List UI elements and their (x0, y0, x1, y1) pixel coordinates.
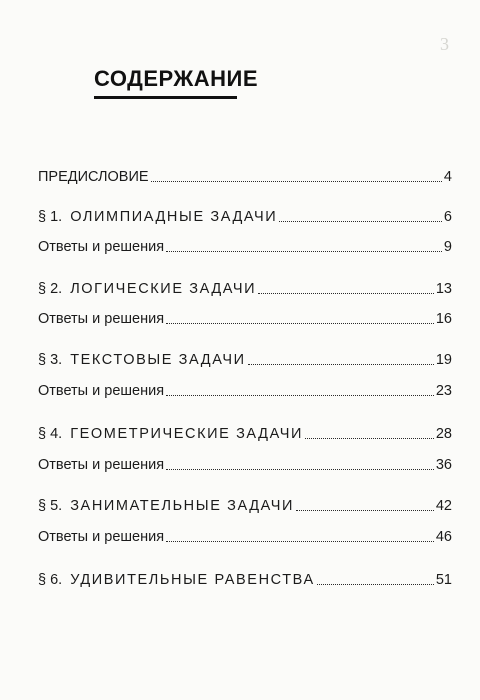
dot-leader (248, 364, 434, 365)
toc-page-number: 4 (443, 169, 452, 185)
dot-leader (279, 221, 442, 222)
toc-entry-title: Ответы и решения (38, 311, 165, 327)
toc-entry (38, 280, 452, 298)
toc-entry-label (38, 280, 256, 298)
section-number: § 3. (38, 352, 63, 368)
dot-leader (166, 469, 434, 470)
toc-entry (38, 571, 452, 589)
toc-entry-title: ЛОГИЧЕСКИЕ ЗАДАЧИ (70, 281, 257, 297)
toc-entry (38, 456, 452, 474)
dot-leader (166, 395, 434, 396)
toc-page-number: 51 (435, 572, 452, 588)
toc-entry-label (38, 456, 164, 474)
toc-page-number: 46 (435, 529, 452, 545)
toc-entry-title: Ответы и решения (38, 457, 165, 473)
toc-entry-label (38, 310, 164, 328)
dot-leader (258, 293, 434, 294)
toc-entry (38, 310, 452, 328)
toc-page-number: 23 (435, 383, 452, 399)
toc-entry (38, 425, 452, 443)
toc-entry-title: ПРЕДИСЛОВИЕ (38, 169, 149, 185)
toc-entry (38, 208, 452, 226)
toc-page-number: 6 (443, 209, 452, 225)
toc-entry (38, 168, 452, 186)
toc-entry-label (38, 528, 164, 546)
dot-leader (166, 541, 434, 542)
toc-entry-label (38, 497, 294, 515)
toc-entry-label (38, 168, 149, 186)
section-number: § 6. (38, 572, 63, 588)
toc-entry-label (38, 425, 303, 443)
toc-entry (38, 497, 452, 515)
toc-entry-title: ГЕОМЕТРИЧЕСКИЕ ЗАДАЧИ (70, 426, 304, 442)
dot-leader (296, 510, 434, 511)
toc-entry (38, 528, 452, 546)
toc-entry-title: ЗАНИМАТЕЛЬНЫЕ ЗАДАЧИ (70, 498, 295, 514)
toc-page-number: 28 (435, 426, 452, 442)
toc-entry-title: УДИВИТЕЛЬНЫЕ РАВЕНСТВА (70, 572, 315, 588)
toc-entry-title: Ответы и решения (38, 529, 165, 545)
toc-page-number: 42 (435, 498, 452, 514)
page-title: СОДЕРЖАНИЕ (94, 66, 237, 99)
toc-entry-title: Ответы и решения (38, 239, 165, 255)
section-number: § 1. (38, 209, 63, 225)
toc-page-number: 9 (443, 239, 452, 255)
dot-leader (166, 251, 442, 252)
bleed-through-page-number: 3 (440, 34, 449, 54)
toc-entry-label (38, 571, 315, 589)
toc-entry-label (38, 382, 164, 400)
toc-entry-label (38, 351, 246, 369)
dot-leader (317, 584, 434, 585)
dot-leader (305, 438, 434, 439)
section-number: § 5. (38, 498, 63, 514)
toc-entry-title: ТЕКСТОВЫЕ ЗАДАЧИ (70, 352, 246, 368)
toc-entry-title: ОЛИМПИАДНЫЕ ЗАДАЧИ (70, 209, 278, 225)
dot-leader (151, 181, 442, 182)
toc-page-number: 19 (435, 352, 452, 368)
toc-page-number: 13 (435, 281, 452, 297)
toc-entry-title: Ответы и решения (38, 383, 165, 399)
section-number: § 2. (38, 281, 63, 297)
dot-leader (166, 323, 434, 324)
toc-entry (38, 351, 452, 369)
toc-entry (38, 382, 452, 400)
toc-entry-label (38, 238, 164, 256)
toc-entry-label (38, 208, 277, 226)
toc-page-number: 36 (435, 457, 452, 473)
section-number: § 4. (38, 426, 63, 442)
toc-page-number: 16 (435, 311, 452, 327)
toc-entry (38, 238, 452, 256)
